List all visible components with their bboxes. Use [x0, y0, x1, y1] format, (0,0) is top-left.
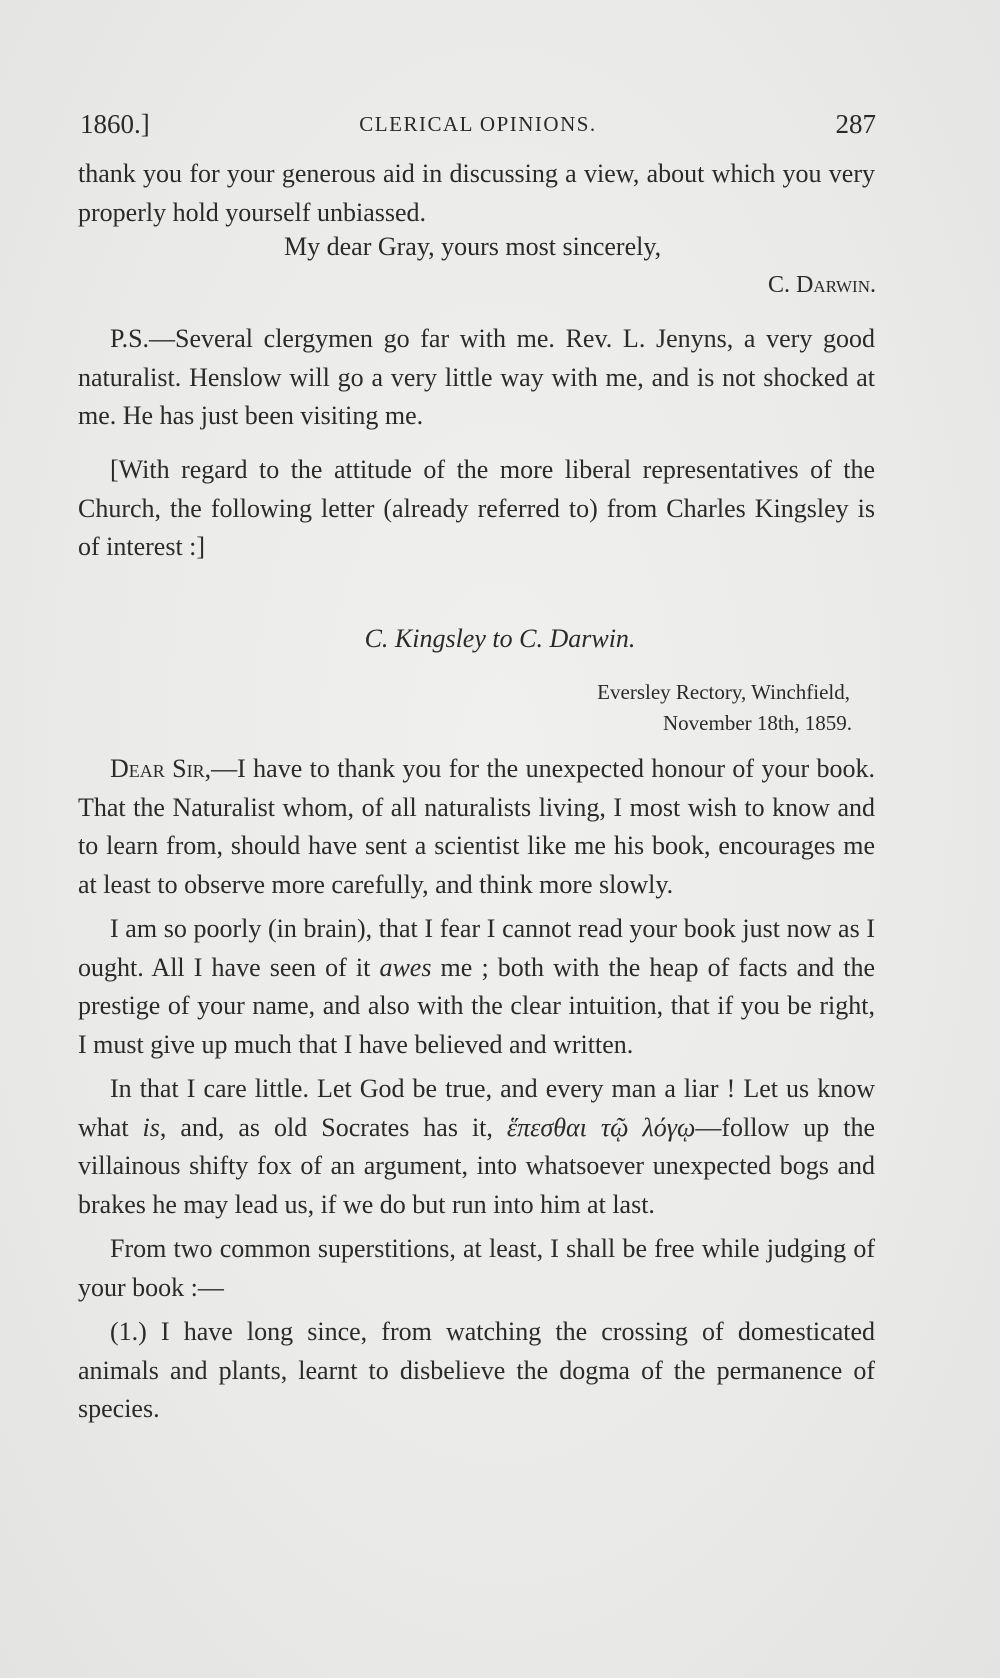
- letter-paragraph-4: From two common superstitions, at least, I shall be free while judging of your book :—: [78, 1234, 875, 1302]
- emphasis-awes: awes: [379, 952, 432, 982]
- postscript-paragraph: [78, 320, 875, 436]
- paragraph-text: , and, as old Socrates has it,: [159, 1112, 507, 1142]
- letter-paragraph-2: [78, 910, 875, 1064]
- header-year: 1860.]: [80, 109, 150, 139]
- paragraph-text: —follow up the villainous shifty fox of an argument, into whatsoever unexpected bogs and brakes he may lead us, if we do but run into him at last.: [78, 1112, 875, 1219]
- paragraph-text: me ; both with the heap of facts and the prestige of your name, and also with the clear intuition, that if you be right, I must give up much that I have believed and written.: [78, 952, 875, 1059]
- paragraph-text: —I have to thank you for the unexpected honour of your book. That the Naturalist whom, of all naturalists living, I most wish to know and to learn from, should have sent a scientist like me his book, encourages me at least to observe more carefully, and think more slowly.: [78, 754, 875, 899]
- address-line-2: November 18th, 1859.: [663, 711, 852, 735]
- header-title: CLERICAL OPINIONS.: [359, 112, 597, 136]
- salutation: Dear Sir,: [110, 754, 212, 783]
- editorial-note-text: [With regard to the attitude of the more liberal representatives of the Church, the following letter (already referred to) from Charles Kingsley is of interest :]: [78, 455, 875, 561]
- letter-body: [78, 750, 875, 1429]
- letter-paragraph-5: (1.) I have long since, from watching the crossing of domesticated animals and plants, learnt to disbelieve the dogma of the permanence of species.: [78, 1317, 875, 1423]
- letter-paragraph-1: [78, 750, 875, 904]
- postscript-text: P.S.—Several clergymen go far with me. Rev. L. Jenyns, a very good naturalist. Henslow will go a very little way with me, and is not shocked at me. He has just been visiting me.: [78, 324, 875, 430]
- letter-signature: C. Darwin.: [767, 272, 876, 298]
- greek-quote: ἕπεσθαι τῷ λόγῳ: [506, 1112, 696, 1142]
- paragraph-continuation: [78, 155, 875, 232]
- paragraph-text: thank you for your generous aid in discussing a view, about which you very properly hold yourself unbiassed.: [78, 159, 875, 227]
- emphasis-is: is: [142, 1112, 160, 1142]
- letter-closing: My dear Gray, yours most sincerely,: [284, 232, 662, 261]
- paragraph-text: In that I care little. Let God be true, and every man a liar ! Let us know what: [78, 1074, 875, 1142]
- paragraph-text: I am so poorly (in brain), that I fear I cannot read your book just now as I ought. All I have seen of it: [78, 914, 875, 982]
- letter-title: C. Kingsley to C. Darwin.: [364, 624, 636, 653]
- letter-paragraph-3: [78, 1070, 875, 1224]
- page-number: 287: [835, 109, 876, 139]
- running-header: [80, 104, 876, 144]
- editorial-note: [78, 451, 875, 567]
- address-line-1: Eversley Rectory, Winchfield,: [597, 680, 850, 704]
